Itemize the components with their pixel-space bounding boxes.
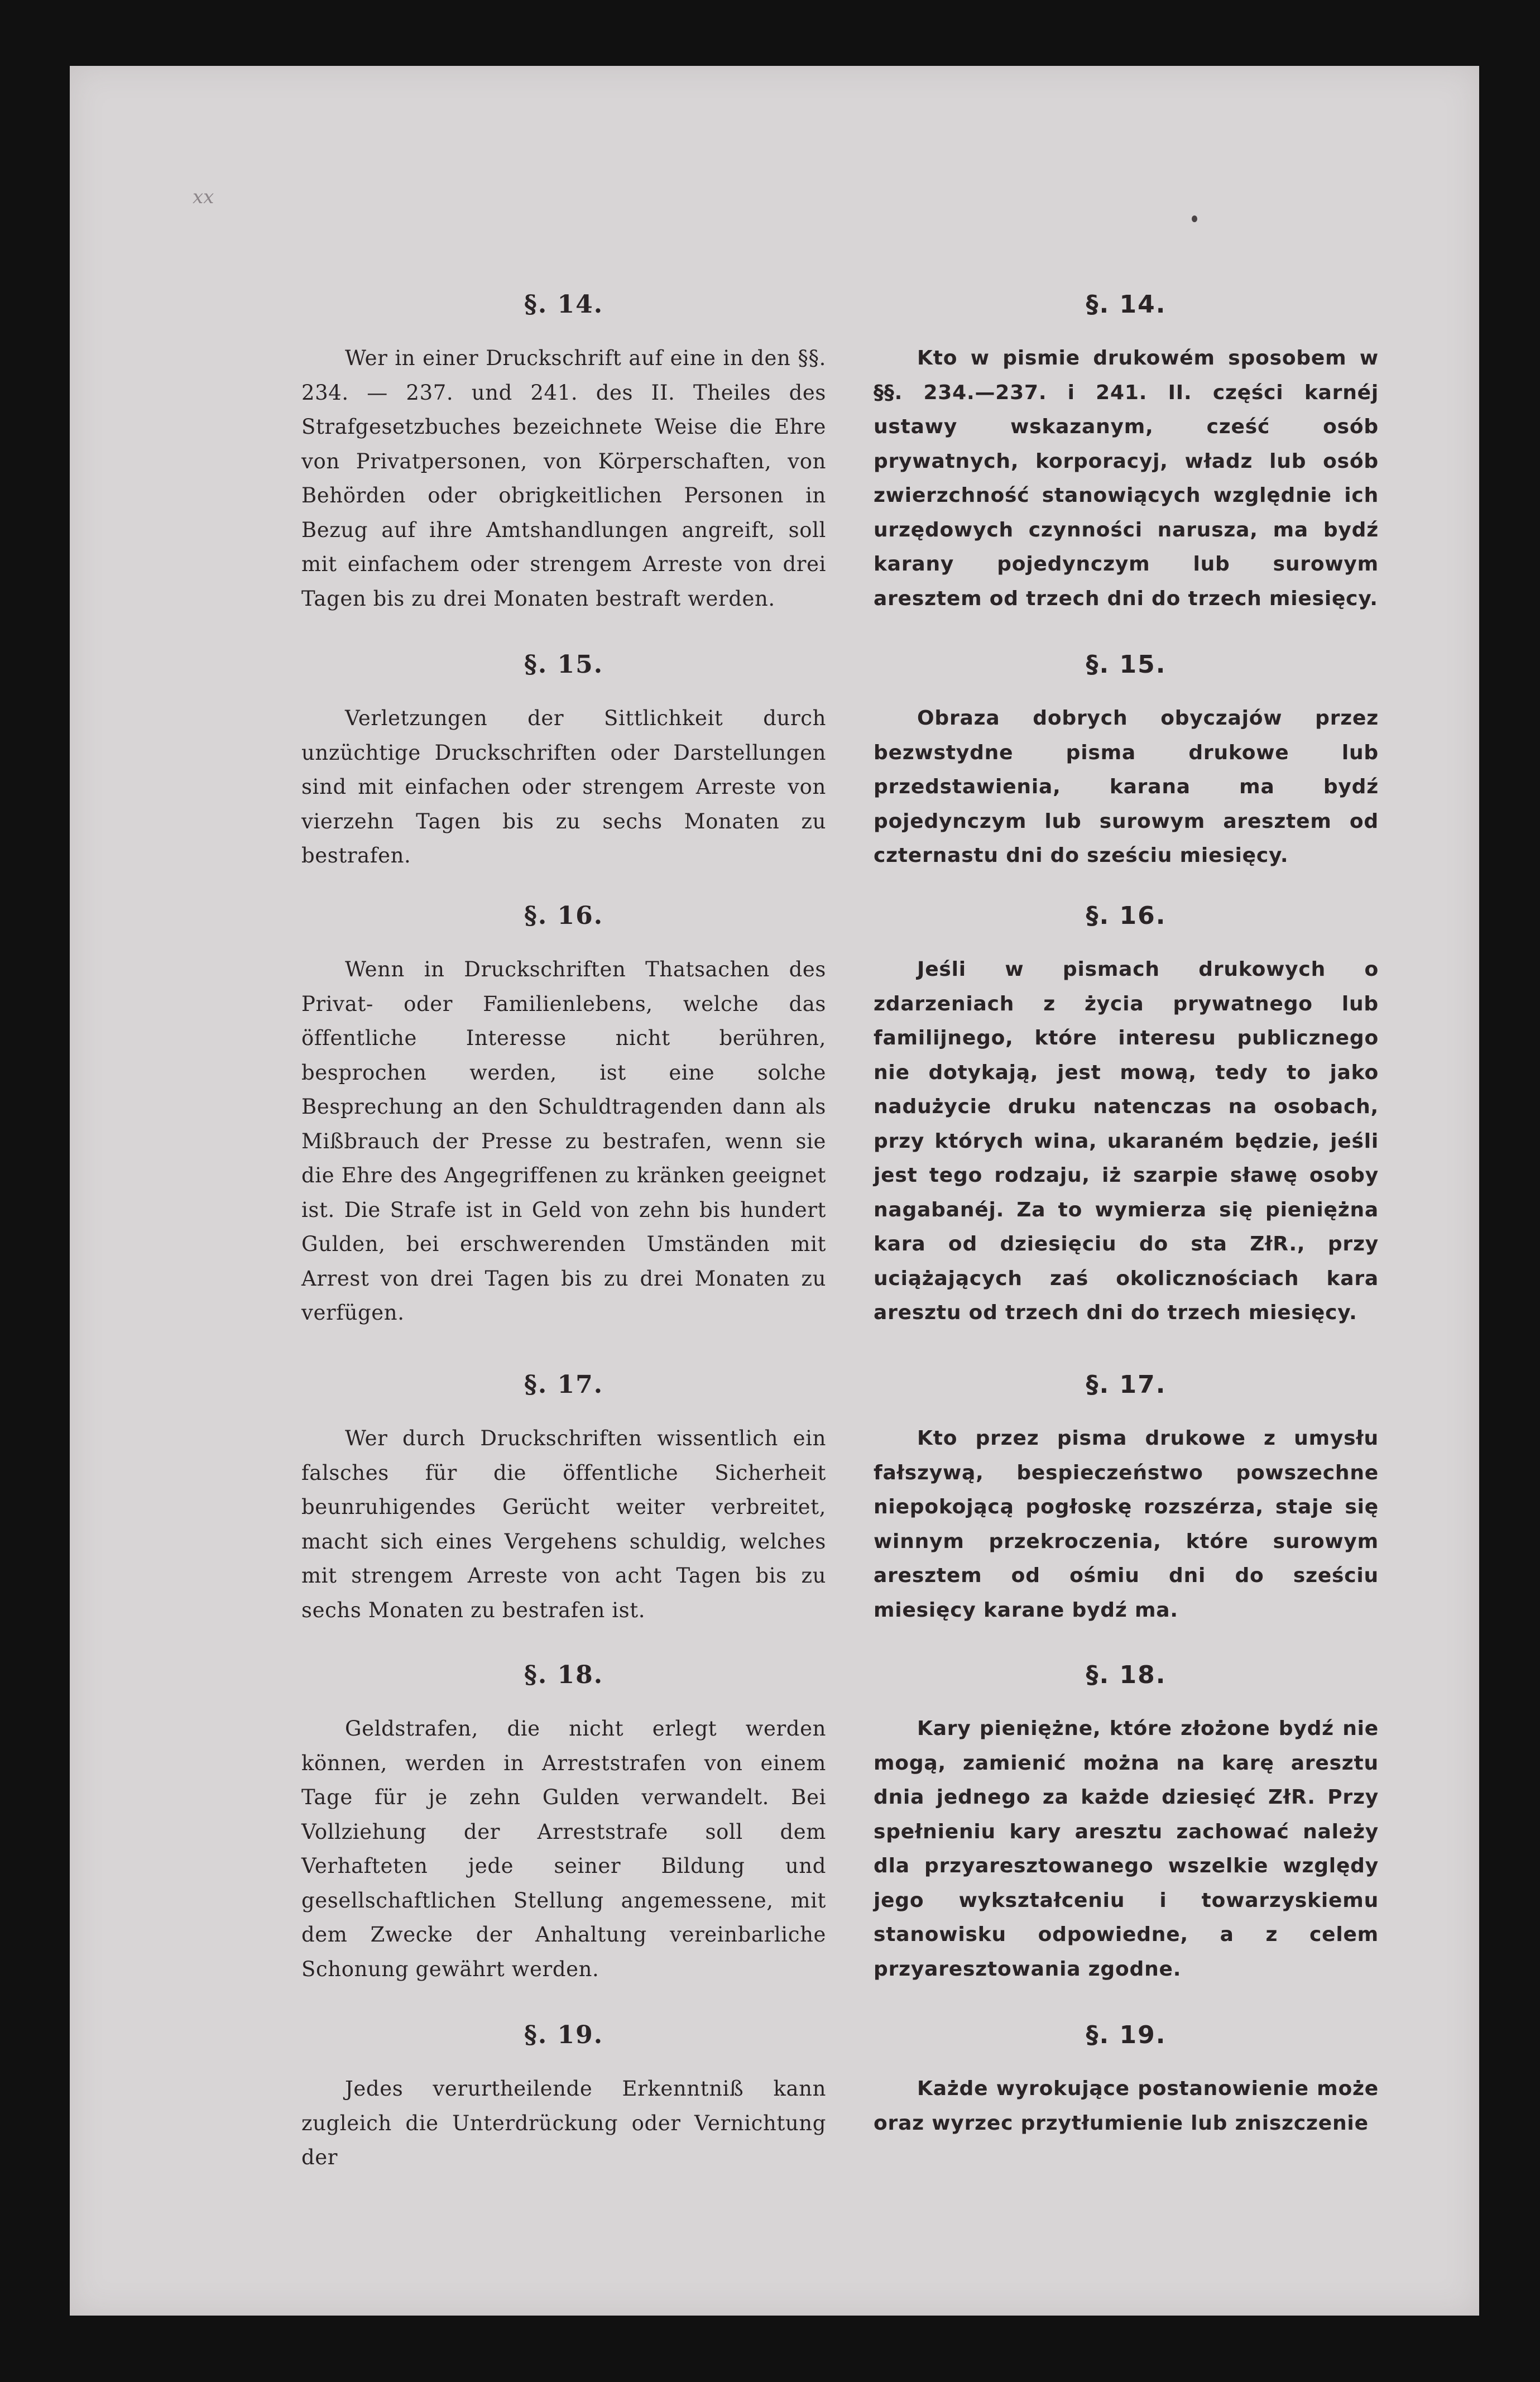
section-text: Jeśli w pismach drukowych o zdarzeniach z życia prywatnego lub familijnego, które interesu publicznego nie dotykają, jest mową, tedy to jako nadużycie druku natenczas na osobach, przy których wina, ukaraném będzie, jeśli jest tego rodzaju, iż szarpie sławę osoby nagabanéj. Za to wymierza się pieniężna kara od dziesięciu do sta ZłR., przy uciążających zaś okolicznościach kara aresztu od trzech dni do trzech miesięcy. bbox=[874, 958, 1379, 1324]
section-text: Verletzungen der Sittlichkeit durch unzüchtige Druckschriften oder Darstellungen sind mit einfachen oder strengem Arreste von vierzehn Tagen bis zu sechs Monaten zu bestrafen. bbox=[301, 706, 826, 868]
section-heading: §. 14. bbox=[524, 290, 604, 319]
polish-section-18 bbox=[874, 1661, 1379, 1986]
section-text: Każde wyrokujące postanowienie może oraz wyrzec przytłumienie lub zniszczenie bbox=[874, 2077, 1379, 2135]
section-heading: §. 16. bbox=[1086, 902, 1167, 930]
section-heading: §. 18. bbox=[1086, 1661, 1167, 1689]
section-text: Obraza dobrych obyczajów przez bezwstydne pisma drukowe lub przedstawienia, karana ma bydź pojedynczym lub surowym aresztem od czternastu dni do sześciu miesięcy. bbox=[874, 707, 1379, 867]
section-heading: §. 19. bbox=[1086, 2021, 1167, 2049]
section-text: Kto w pismie drukowém sposobem w §§. 234.—237. i 241. II. części karnéj ustawy wskazanym, cześć osób prywatnych, korporacyj, władz lub osób zwierzchność stanowiących względnie ich urzędowych czynności narusza, ma bydź karany pojedynczym lub surowym aresztem od trzech dni do trzech miesięcy. bbox=[874, 347, 1379, 610]
section-heading: §. 17. bbox=[1086, 1370, 1167, 1399]
ink-spot bbox=[1192, 215, 1197, 222]
section-text: Kary pieniężne, które złożone bydź nie mogą, zamienić można na karę aresztu dnia jednego za każde dziesięć ZłR. Przy spełnieniu kary aresztu zachować należy dla przyaresztowanego wszelkie względy jego wykształceniu i towarzyskiemu stanowisku odpowiedne, a z celem przyaresztowania zgodne. bbox=[874, 1717, 1379, 1981]
section-text: Kto przez pisma drukowe z umysłu fałszywą, bespieczeństwo powszechne niepokojącą pogłoskę rozszérza, staje się winnym przekroczenia, które surowym aresztem od ośmiu dni do sześciu miesięcy karane bydź ma. bbox=[874, 1427, 1379, 1622]
section-heading: §. 18. bbox=[524, 1661, 604, 1689]
german-section-17 bbox=[301, 1370, 826, 1627]
section-heading: §. 15. bbox=[524, 650, 604, 679]
section-text: Wer in einer Druckschrift auf eine in den §§. 234. — 237. und 241. des II. Theiles des Strafgesetzbuches bezeichnete Weise die Ehre von Privatpersonen, von Körperschaften, von Behörden oder obrigkeitlichen Personen in Bezug auf ihre Amtshandlungen angreift, soll mit einfachem oder strengem Arreste von drei Tagen bis zu drei Monaten bestraft werden. bbox=[301, 346, 826, 611]
polish-section-15 bbox=[874, 650, 1379, 873]
polish-section-19 bbox=[874, 2021, 1379, 2140]
polish-section-17 bbox=[874, 1370, 1379, 1627]
polish-section-14 bbox=[874, 290, 1379, 616]
german-section-16 bbox=[301, 902, 826, 1330]
section-text: Jedes verurtheilende Erkenntniß kann zugleich die Unterdrückung oder Vernichtung der bbox=[301, 2077, 826, 2169]
german-section-15 bbox=[301, 650, 826, 873]
section-heading: §. 15. bbox=[1086, 650, 1167, 679]
german-section-14 bbox=[301, 290, 826, 616]
section-heading: §. 16. bbox=[524, 902, 604, 930]
section-text: Geldstrafen, die nicht erlegt werden können, werden in Arreststrafen von einem Tage für je zehn Gulden verwandelt. Bei Vollziehung der Arreststrafe soll dem Verhafteten jede seiner Bildung und gesellschaftlichen Stellung angemessene, mit dem Zwecke der Anhaltung vereinbarliche Schonung gewährt werden. bbox=[301, 1717, 826, 1981]
section-text: Wer durch Druckschriften wissentlich ein falsches für die öffentliche Sicherheit beunruhigendes Gerücht weiter verbreitet, macht sich eines Vergehens schuldig, welches mit strengem Arreste von acht Tagen bis zu sechs Monaten zu bestrafen ist. bbox=[301, 1426, 826, 1622]
polish-section-16 bbox=[874, 902, 1379, 1330]
german-section-19 bbox=[301, 2021, 826, 2175]
section-text: Wenn in Druckschriften Thatsachen des Privat- oder Familienlebens, welche das öffentliche Interesse nicht berühren, besprochen werden, ist eine solche Besprechung an den Schuldtragenden dann als Mißbrauch der Presse zu bestrafen, wenn sie die Ehre des Angegriffenen zu kränken geeignet ist. Die Strafe ist in Geld von zehn bis hundert Gulden, bei erschwerenden Umständen mit Arrest von drei Tagen bis zu drei Monaten zu verfügen. bbox=[301, 957, 826, 1325]
german-section-18 bbox=[301, 1661, 826, 1986]
section-heading: §. 14. bbox=[1086, 290, 1167, 319]
section-heading: §. 17. bbox=[524, 1370, 604, 1399]
section-heading: §. 19. bbox=[524, 2021, 604, 2049]
pencil-mark: xx bbox=[193, 186, 214, 208]
